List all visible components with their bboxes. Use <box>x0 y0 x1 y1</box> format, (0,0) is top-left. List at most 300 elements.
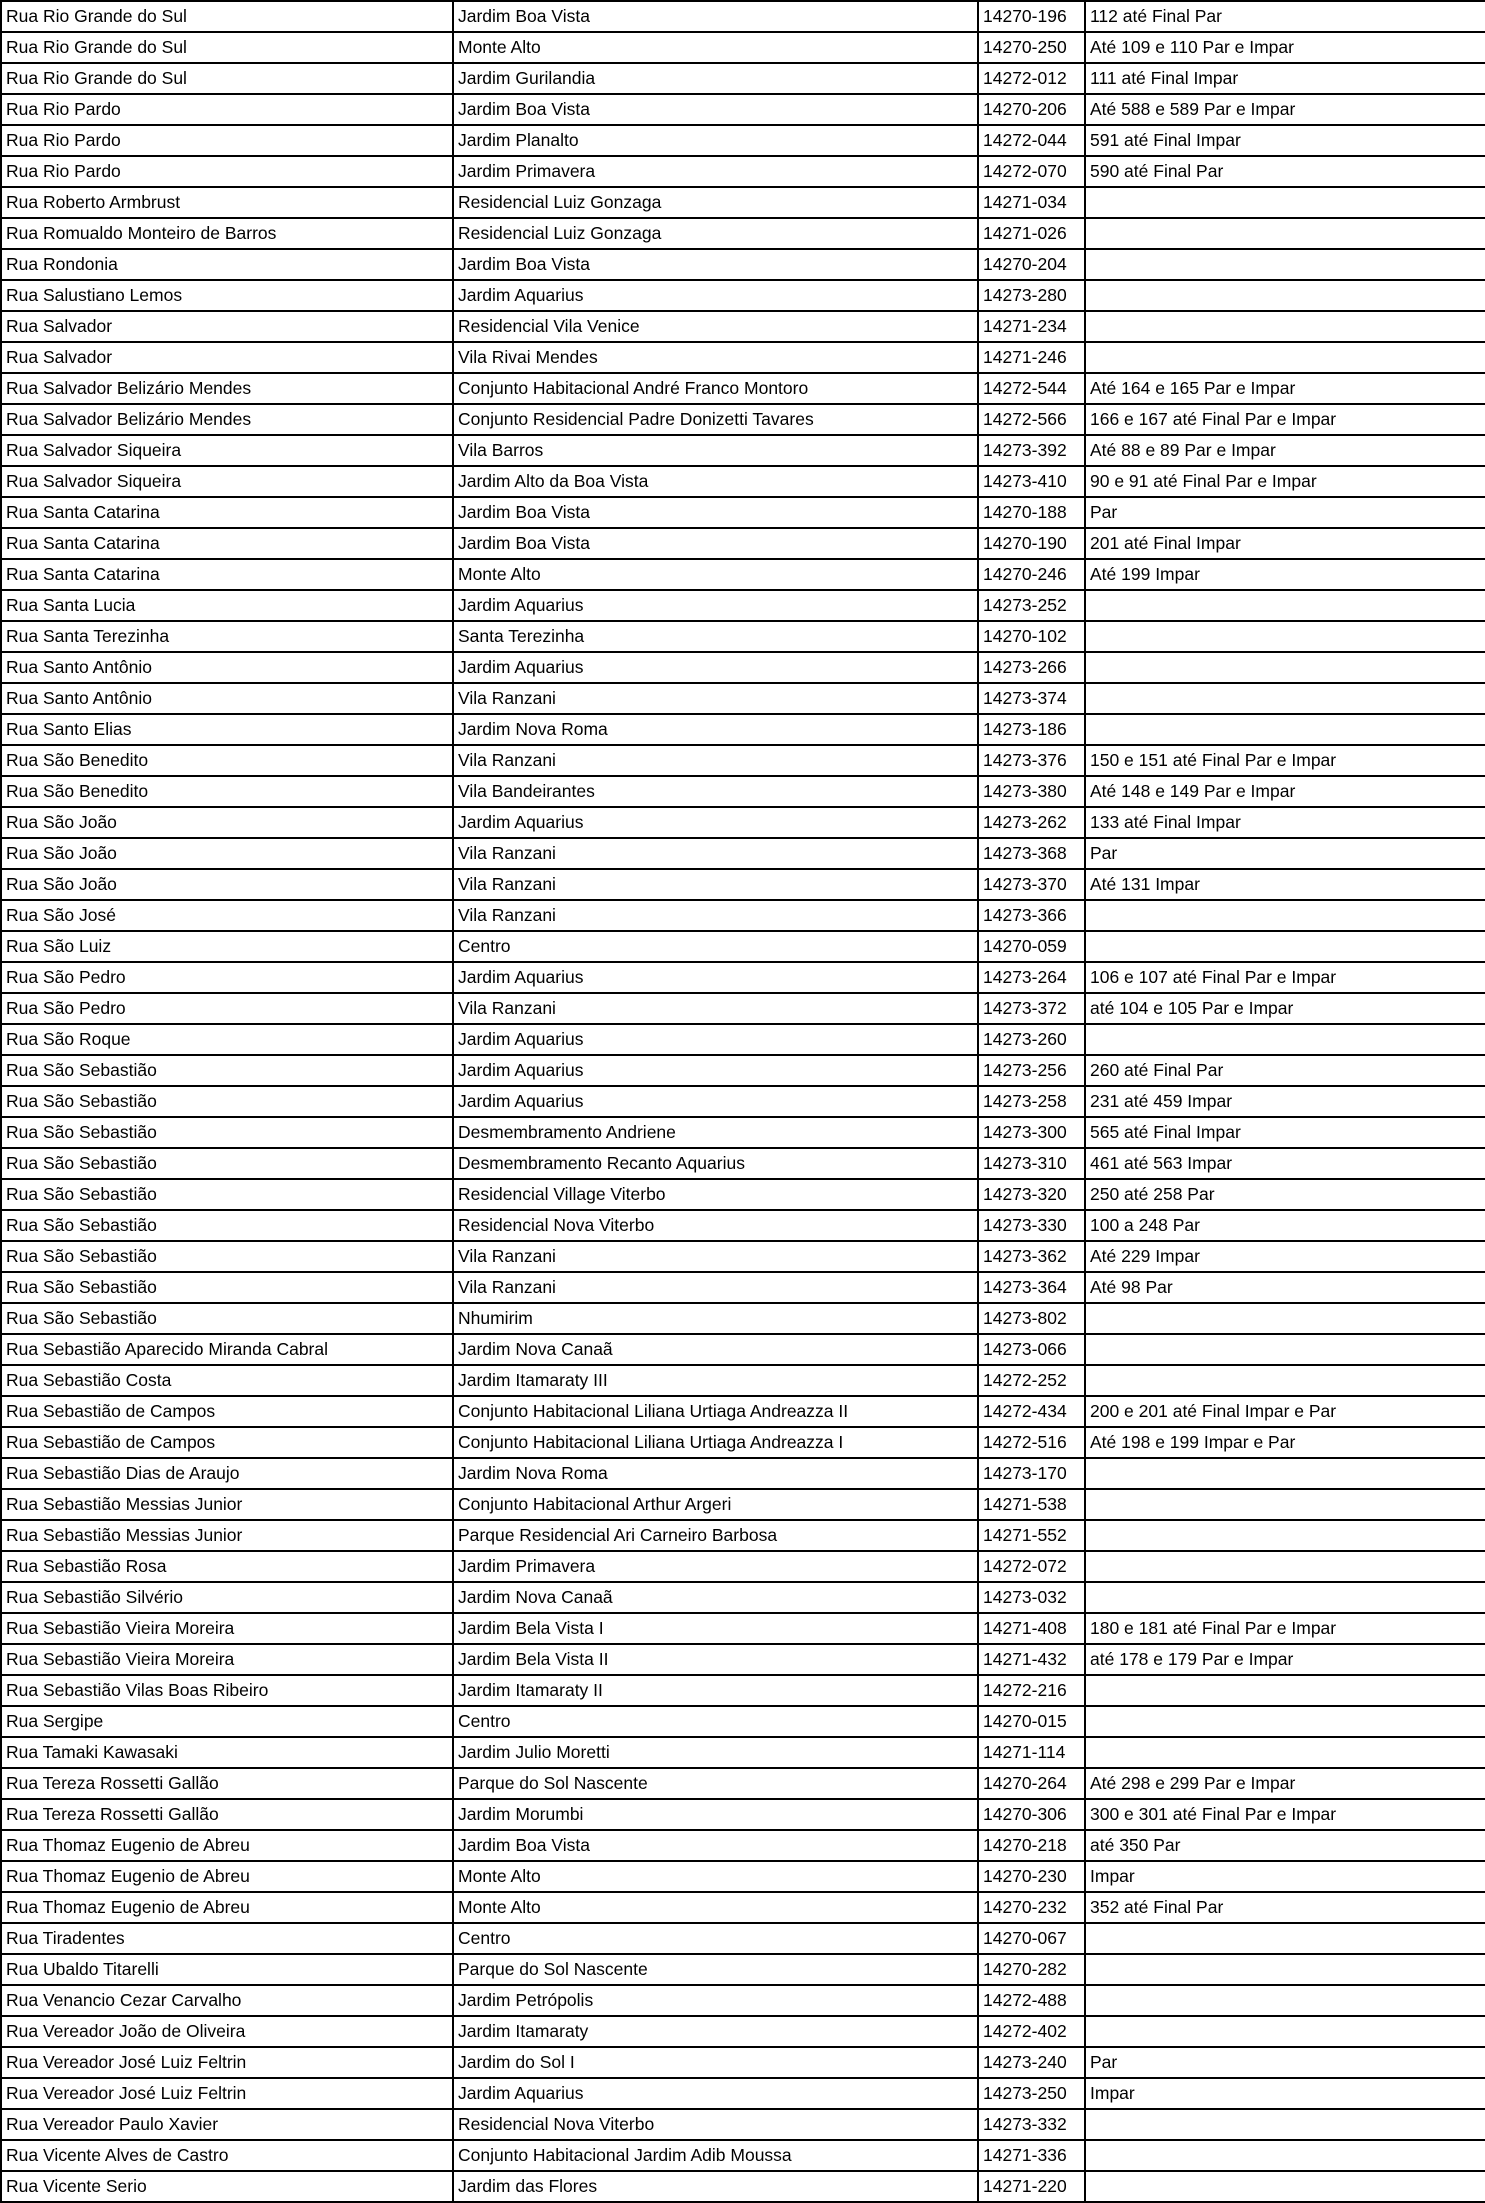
cep-cell: 14273-280 <box>978 280 1085 311</box>
neighborhood-cell: Centro <box>453 931 978 962</box>
neighborhood-cell: Vila Bandeirantes <box>453 776 978 807</box>
cep-cell: 14272-566 <box>978 404 1085 435</box>
street-cell: Rua Salvador Siqueira <box>1 466 453 497</box>
table-row <box>1 528 1485 559</box>
number-range-cell <box>1085 1303 1485 1334</box>
neighborhood-cell: Jardim Primavera <box>453 156 978 187</box>
number-range-cell: 90 e 91 até Final Par e Impar <box>1085 466 1485 497</box>
table-row <box>1 1396 1485 1427</box>
street-cell: Rua São Sebastião <box>1 1210 453 1241</box>
cep-cell: 14270-059 <box>978 931 1085 962</box>
neighborhood-cell: Jardim Gurilandia <box>453 63 978 94</box>
neighborhood-cell: Parque do Sol Nascente <box>453 1954 978 1985</box>
table-row <box>1 2047 1485 2078</box>
neighborhood-cell: Jardim Bela Vista I <box>453 1613 978 1644</box>
number-range-cell <box>1085 931 1485 962</box>
table-row <box>1 590 1485 621</box>
cep-cell: 14270-102 <box>978 621 1085 652</box>
neighborhood-cell: Parque do Sol Nascente <box>453 1768 978 1799</box>
number-range-cell: Até 88 e 89 Par e Impar <box>1085 435 1485 466</box>
neighborhood-cell: Jardim Petrópolis <box>453 1985 978 2016</box>
cep-cell: 14273-332 <box>978 2109 1085 2140</box>
number-range-cell: 100 a 248 Par <box>1085 1210 1485 1241</box>
table-row <box>1 652 1485 683</box>
cep-cell: 14273-170 <box>978 1458 1085 1489</box>
cep-cell: 14272-070 <box>978 156 1085 187</box>
table-row <box>1 249 1485 280</box>
table-row <box>1 900 1485 931</box>
table-row <box>1 2140 1485 2171</box>
neighborhood-cell: Vila Ranzani <box>453 683 978 714</box>
street-cell: Rua Sebastião Vieira Moreira <box>1 1613 453 1644</box>
table-row <box>1 1737 1485 1768</box>
neighborhood-cell: Residencial Village Viterbo <box>453 1179 978 1210</box>
cep-cell: 14270-188 <box>978 497 1085 528</box>
street-cell: Rua Sebastião Rosa <box>1 1551 453 1582</box>
number-range-cell: até 104 e 105 Par e Impar <box>1085 993 1485 1024</box>
neighborhood-cell: Jardim Morumbi <box>453 1799 978 1830</box>
cep-table-body <box>1 1 1485 2202</box>
cep-cell: 14272-216 <box>978 1675 1085 1706</box>
number-range-cell: 591 até Final Impar <box>1085 125 1485 156</box>
number-range-cell <box>1085 1489 1485 1520</box>
table-row <box>1 714 1485 745</box>
street-cell: Rua Santa Catarina <box>1 497 453 528</box>
number-range-cell: 590 até Final Par <box>1085 156 1485 187</box>
neighborhood-cell: Jardim Julio Moretti <box>453 1737 978 1768</box>
neighborhood-cell: Jardim Aquarius <box>453 590 978 621</box>
street-cell: Rua São Roque <box>1 1024 453 1055</box>
table-row <box>1 1427 1485 1458</box>
cep-cell: 14273-376 <box>978 745 1085 776</box>
table-row <box>1 1923 1485 1954</box>
street-cell: Rua São Luiz <box>1 931 453 962</box>
table-row <box>1 1954 1485 1985</box>
cep-cell: 14273-252 <box>978 590 1085 621</box>
number-range-cell <box>1085 1675 1485 1706</box>
number-range-cell <box>1085 714 1485 745</box>
neighborhood-cell: Jardim Boa Vista <box>453 497 978 528</box>
cep-cell: 14273-300 <box>978 1117 1085 1148</box>
street-cell: Rua Sebastião Silvério <box>1 1582 453 1613</box>
street-cell: Rua Rio Grande do Sul <box>1 32 453 63</box>
cep-cell: 14273-802 <box>978 1303 1085 1334</box>
street-cell: Rua Sebastião Messias Junior <box>1 1520 453 1551</box>
neighborhood-cell: Vila Ranzani <box>453 1241 978 1272</box>
number-range-cell: Até 164 e 165 Par e Impar <box>1085 373 1485 404</box>
street-cell: Rua Sergipe <box>1 1706 453 1737</box>
cep-cell: 14272-252 <box>978 1365 1085 1396</box>
neighborhood-cell: Jardim Aquarius <box>453 1086 978 1117</box>
cep-cell: 14272-516 <box>978 1427 1085 1458</box>
table-row <box>1 1272 1485 1303</box>
street-cell: Rua São João <box>1 838 453 869</box>
street-cell: Rua Tereza Rossetti Gallão <box>1 1799 453 1830</box>
neighborhood-cell: Centro <box>453 1923 978 1954</box>
neighborhood-cell: Jardim Itamaraty II <box>453 1675 978 1706</box>
neighborhood-cell: Vila Rivai Mendes <box>453 342 978 373</box>
neighborhood-cell: Jardim Itamaraty III <box>453 1365 978 1396</box>
neighborhood-cell: Vila Ranzani <box>453 745 978 776</box>
number-range-cell <box>1085 652 1485 683</box>
street-cell: Rua Venancio Cezar Carvalho <box>1 1985 453 2016</box>
table-row <box>1 1241 1485 1272</box>
table-row <box>1 838 1485 869</box>
street-cell: Rua Vereador José Luiz Feltrin <box>1 2078 453 2109</box>
street-cell: Rua Sebastião Aparecido Miranda Cabral <box>1 1334 453 1365</box>
neighborhood-cell: Vila Ranzani <box>453 993 978 1024</box>
street-cell: Rua São João <box>1 869 453 900</box>
number-range-cell <box>1085 1582 1485 1613</box>
cep-cell: 14273-374 <box>978 683 1085 714</box>
street-cell: Rua São Sebastião <box>1 1303 453 1334</box>
neighborhood-cell: Jardim Itamaraty <box>453 2016 978 2047</box>
cep-cell: 14271-114 <box>978 1737 1085 1768</box>
cep-cell: 14273-262 <box>978 807 1085 838</box>
cep-cell: 14273-264 <box>978 962 1085 993</box>
number-range-cell <box>1085 1520 1485 1551</box>
street-cell: Rua Vereador João de Oliveira <box>1 2016 453 2047</box>
number-range-cell: até 178 e 179 Par e Impar <box>1085 1644 1485 1675</box>
neighborhood-cell: Conjunto Habitacional Jardim Adib Moussa <box>453 2140 978 2171</box>
number-range-cell: Até 198 e 199 Impar e Par <box>1085 1427 1485 1458</box>
neighborhood-cell: Jardim Alto da Boa Vista <box>453 466 978 497</box>
table-row <box>1 1365 1485 1396</box>
table-row <box>1 1055 1485 1086</box>
street-cell: Rua Sebastião Dias de Araujo <box>1 1458 453 1489</box>
neighborhood-cell: Jardim Nova Roma <box>453 714 978 745</box>
street-cell: Rua São João <box>1 807 453 838</box>
cep-cell: 14273-256 <box>978 1055 1085 1086</box>
cep-cell: 14273-362 <box>978 1241 1085 1272</box>
street-cell: Rua São Benedito <box>1 776 453 807</box>
street-cell: Rua Salvador <box>1 342 453 373</box>
table-row <box>1 1489 1485 1520</box>
cep-cell: 14272-044 <box>978 125 1085 156</box>
neighborhood-cell: Vila Ranzani <box>453 869 978 900</box>
neighborhood-cell: Monte Alto <box>453 1861 978 1892</box>
neighborhood-cell: Jardim Nova Canaã <box>453 1334 978 1365</box>
table-row <box>1 1086 1485 1117</box>
number-range-cell <box>1085 1458 1485 1489</box>
cep-cell: 14271-552 <box>978 1520 1085 1551</box>
number-range-cell <box>1085 2109 1485 2140</box>
neighborhood-cell: Monte Alto <box>453 1892 978 1923</box>
neighborhood-cell: Jardim Boa Vista <box>453 528 978 559</box>
number-range-cell <box>1085 1954 1485 1985</box>
neighborhood-cell: Parque Residencial Ari Carneiro Barbosa <box>453 1520 978 1551</box>
number-range-cell <box>1085 683 1485 714</box>
table-row <box>1 404 1485 435</box>
number-range-cell: Até 148 e 149 Par e Impar <box>1085 776 1485 807</box>
neighborhood-cell: Residencial Luiz Gonzaga <box>453 187 978 218</box>
cep-cell: 14273-364 <box>978 1272 1085 1303</box>
table-row <box>1 745 1485 776</box>
number-range-cell: 150 e 151 até Final Par e Impar <box>1085 745 1485 776</box>
number-range-cell <box>1085 1024 1485 1055</box>
table-row <box>1 683 1485 714</box>
neighborhood-cell: Jardim Primavera <box>453 1551 978 1582</box>
table-row <box>1 373 1485 404</box>
neighborhood-cell: Jardim Boa Vista <box>453 94 978 125</box>
cep-cell: 14271-220 <box>978 2171 1085 2202</box>
cep-cell: 14273-380 <box>978 776 1085 807</box>
cep-cell: 14271-408 <box>978 1613 1085 1644</box>
number-range-cell <box>1085 2171 1485 2202</box>
street-cell: Rua São Sebastião <box>1 1117 453 1148</box>
table-row <box>1 1985 1485 2016</box>
number-range-cell: Até 98 Par <box>1085 1272 1485 1303</box>
table-row <box>1 63 1485 94</box>
number-range-cell <box>1085 249 1485 280</box>
cep-cell: 14273-370 <box>978 869 1085 900</box>
table-row <box>1 1117 1485 1148</box>
neighborhood-cell: Jardim Bela Vista II <box>453 1644 978 1675</box>
number-range-cell: 166 e 167 até Final Par e Impar <box>1085 404 1485 435</box>
street-cell: Rua Sebastião Messias Junior <box>1 1489 453 1520</box>
cep-cell: 14272-434 <box>978 1396 1085 1427</box>
neighborhood-cell: Residencial Vila Venice <box>453 311 978 342</box>
table-row <box>1 1613 1485 1644</box>
number-range-cell <box>1085 311 1485 342</box>
table-row <box>1 1303 1485 1334</box>
cep-cell: 14273-320 <box>978 1179 1085 1210</box>
street-cell: Rua São Sebastião <box>1 1086 453 1117</box>
number-range-cell: Par <box>1085 838 1485 869</box>
cep-cell: 14270-230 <box>978 1861 1085 1892</box>
table-row <box>1 311 1485 342</box>
neighborhood-cell: Conjunto Habitacional André Franco Montoro <box>453 373 978 404</box>
street-cell: Rua Thomaz Eugenio de Abreu <box>1 1861 453 1892</box>
neighborhood-cell: Jardim Boa Vista <box>453 1830 978 1861</box>
number-range-cell <box>1085 1551 1485 1582</box>
neighborhood-cell: Vila Ranzani <box>453 900 978 931</box>
table-row <box>1 993 1485 1024</box>
table-row <box>1 1644 1485 1675</box>
neighborhood-cell: Conjunto Habitacional Arthur Argeri <box>453 1489 978 1520</box>
cep-cell: 14271-246 <box>978 342 1085 373</box>
neighborhood-cell: Jardim Boa Vista <box>453 1 978 32</box>
street-cell: Rua Salvador Siqueira <box>1 435 453 466</box>
number-range-cell: 565 até Final Impar <box>1085 1117 1485 1148</box>
cep-cell: 14273-410 <box>978 466 1085 497</box>
cep-cell: 14270-306 <box>978 1799 1085 1830</box>
number-range-cell <box>1085 1365 1485 1396</box>
table-row <box>1 1148 1485 1179</box>
neighborhood-cell: Monte Alto <box>453 559 978 590</box>
number-range-cell <box>1085 187 1485 218</box>
cep-cell: 14273-310 <box>978 1148 1085 1179</box>
cep-cell: 14271-538 <box>978 1489 1085 1520</box>
street-cell: Rua Sebastião Vieira Moreira <box>1 1644 453 1675</box>
street-cell: Rua Ubaldo Titarelli <box>1 1954 453 1985</box>
neighborhood-cell: Jardim Planalto <box>453 125 978 156</box>
cep-cell: 14270-206 <box>978 94 1085 125</box>
table-row <box>1 2078 1485 2109</box>
neighborhood-cell: Conjunto Habitacional Liliana Urtiaga Andreazza II <box>453 1396 978 1427</box>
neighborhood-cell: Centro <box>453 1706 978 1737</box>
street-cell: Rua Vereador Paulo Xavier <box>1 2109 453 2140</box>
table-row <box>1 1675 1485 1706</box>
number-range-cell <box>1085 218 1485 249</box>
number-range-cell: 352 até Final Par <box>1085 1892 1485 1923</box>
table-row <box>1 1582 1485 1613</box>
neighborhood-cell: Jardim Aquarius <box>453 1024 978 1055</box>
number-range-cell: 250 até 258 Par <box>1085 1179 1485 1210</box>
cep-cell: 14271-234 <box>978 311 1085 342</box>
neighborhood-cell: Residencial Nova Viterbo <box>453 2109 978 2140</box>
street-cell: Rua São Benedito <box>1 745 453 776</box>
street-cell: Rua Salvador Belizário Mendes <box>1 404 453 435</box>
number-range-cell <box>1085 1737 1485 1768</box>
table-row <box>1 280 1485 311</box>
table-row <box>1 2171 1485 2202</box>
table-row <box>1 435 1485 466</box>
street-cell: Rua São Sebastião <box>1 1241 453 1272</box>
neighborhood-cell: Jardim do Sol I <box>453 2047 978 2078</box>
cep-cell: 14273-032 <box>978 1582 1085 1613</box>
number-range-cell <box>1085 342 1485 373</box>
cep-cell: 14273-240 <box>978 2047 1085 2078</box>
street-cell: Rua Tiradentes <box>1 1923 453 1954</box>
cep-cell: 14273-258 <box>978 1086 1085 1117</box>
number-range-cell: 111 até Final Impar <box>1085 63 1485 94</box>
number-range-cell <box>1085 1706 1485 1737</box>
table-row <box>1 1458 1485 1489</box>
table-row <box>1 466 1485 497</box>
street-cell: Rua Roberto Armbrust <box>1 187 453 218</box>
street-cell: Rua Sebastião de Campos <box>1 1427 453 1458</box>
neighborhood-cell: Jardim Aquarius <box>453 962 978 993</box>
table-row <box>1 342 1485 373</box>
table-row <box>1 1706 1485 1737</box>
table-row <box>1 807 1485 838</box>
table-row <box>1 1861 1485 1892</box>
cep-cell: 14273-250 <box>978 2078 1085 2109</box>
street-cell: Rua Santo Elias <box>1 714 453 745</box>
street-cell: Rua Rio Pardo <box>1 156 453 187</box>
street-cell: Rua São Sebastião <box>1 1148 453 1179</box>
table-row <box>1 559 1485 590</box>
cep-cell: 14273-330 <box>978 1210 1085 1241</box>
street-cell: Rua São Sebastião <box>1 1272 453 1303</box>
number-range-cell <box>1085 2016 1485 2047</box>
table-row <box>1 497 1485 528</box>
number-range-cell: Par <box>1085 497 1485 528</box>
neighborhood-cell: Vila Ranzani <box>453 1272 978 1303</box>
street-cell: Rua São Pedro <box>1 962 453 993</box>
street-cell: Rua Sebastião Vilas Boas Ribeiro <box>1 1675 453 1706</box>
street-cell: Rua Rio Grande do Sul <box>1 63 453 94</box>
cep-cell: 14270-204 <box>978 249 1085 280</box>
neighborhood-cell: Santa Terezinha <box>453 621 978 652</box>
cep-cell: 14273-066 <box>978 1334 1085 1365</box>
street-cell: Rua Salustiano Lemos <box>1 280 453 311</box>
street-cell: Rua Santa Catarina <box>1 559 453 590</box>
street-cell: Rua Rio Pardo <box>1 94 453 125</box>
neighborhood-cell: Desmembramento Recanto Aquarius <box>453 1148 978 1179</box>
table-row <box>1 1768 1485 1799</box>
number-range-cell: Par <box>1085 2047 1485 2078</box>
number-range-cell: 133 até Final Impar <box>1085 807 1485 838</box>
street-cell: Rua Romualdo Monteiro de Barros <box>1 218 453 249</box>
street-cell: Rua Santo Antônio <box>1 683 453 714</box>
cep-cell: 14270-067 <box>978 1923 1085 1954</box>
street-cell: Rua São Pedro <box>1 993 453 1024</box>
neighborhood-cell: Jardim Aquarius <box>453 1055 978 1086</box>
cep-cell: 14271-336 <box>978 2140 1085 2171</box>
street-cell: Rua São Sebastião <box>1 1055 453 1086</box>
cep-cell: 14273-368 <box>978 838 1085 869</box>
number-range-cell: Até 131 Impar <box>1085 869 1485 900</box>
cep-cell: 14270-190 <box>978 528 1085 559</box>
neighborhood-cell: Vila Barros <box>453 435 978 466</box>
street-cell: Rua Santa Lucia <box>1 590 453 621</box>
neighborhood-cell: Jardim Nova Canaã <box>453 1582 978 1613</box>
number-range-cell: Até 588 e 589 Par e Impar <box>1085 94 1485 125</box>
neighborhood-cell: Jardim Aquarius <box>453 280 978 311</box>
table-row <box>1 1024 1485 1055</box>
neighborhood-cell: Conjunto Habitacional Liliana Urtiaga Andreazza I <box>453 1427 978 1458</box>
cep-cell: 14272-488 <box>978 1985 1085 2016</box>
table-row <box>1 1892 1485 1923</box>
cep-cell: 14270-218 <box>978 1830 1085 1861</box>
number-range-cell <box>1085 1923 1485 1954</box>
table-row <box>1 1334 1485 1365</box>
neighborhood-cell: Jardim Aquarius <box>453 652 978 683</box>
neighborhood-cell: Residencial Nova Viterbo <box>453 1210 978 1241</box>
cep-cell: 14273-260 <box>978 1024 1085 1055</box>
neighborhood-cell: Jardim Aquarius <box>453 807 978 838</box>
table-row <box>1 776 1485 807</box>
street-cell: Rua Rio Pardo <box>1 125 453 156</box>
neighborhood-cell: Conjunto Residencial Padre Donizetti Tavares <box>453 404 978 435</box>
street-cell: Rua Rio Grande do Sul <box>1 1 453 32</box>
cep-cell: 14271-026 <box>978 218 1085 249</box>
cep-cell: 14273-372 <box>978 993 1085 1024</box>
neighborhood-cell: Vila Ranzani <box>453 838 978 869</box>
table-row <box>1 1830 1485 1861</box>
table-row <box>1 2016 1485 2047</box>
cep-cell: 14273-266 <box>978 652 1085 683</box>
cep-cell: 14270-232 <box>978 1892 1085 1923</box>
number-range-cell <box>1085 1985 1485 2016</box>
cep-cell: 14270-246 <box>978 559 1085 590</box>
street-cell: Rua São Sebastião <box>1 1179 453 1210</box>
neighborhood-cell: Jardim das Flores <box>453 2171 978 2202</box>
table-row <box>1 1 1485 32</box>
cep-cell: 14270-282 <box>978 1954 1085 1985</box>
number-range-cell: 260 até Final Par <box>1085 1055 1485 1086</box>
table-row <box>1 32 1485 63</box>
cep-cell: 14272-072 <box>978 1551 1085 1582</box>
neighborhood-cell: Residencial Luiz Gonzaga <box>453 218 978 249</box>
table-row <box>1 156 1485 187</box>
table-row <box>1 869 1485 900</box>
table-row <box>1 187 1485 218</box>
street-cell: Rua Salvador Belizário Mendes <box>1 373 453 404</box>
table-row <box>1 1799 1485 1830</box>
street-cell: Rua Vicente Serio <box>1 2171 453 2202</box>
street-cell: Rua São José <box>1 900 453 931</box>
cep-cell: 14273-186 <box>978 714 1085 745</box>
table-row <box>1 125 1485 156</box>
street-cell: Rua Vicente Alves de Castro <box>1 2140 453 2171</box>
cep-cell: 14270-264 <box>978 1768 1085 1799</box>
number-range-cell <box>1085 1334 1485 1365</box>
number-range-cell: Até 109 e 110 Par e Impar <box>1085 32 1485 63</box>
neighborhood-cell: Jardim Nova Roma <box>453 1458 978 1489</box>
